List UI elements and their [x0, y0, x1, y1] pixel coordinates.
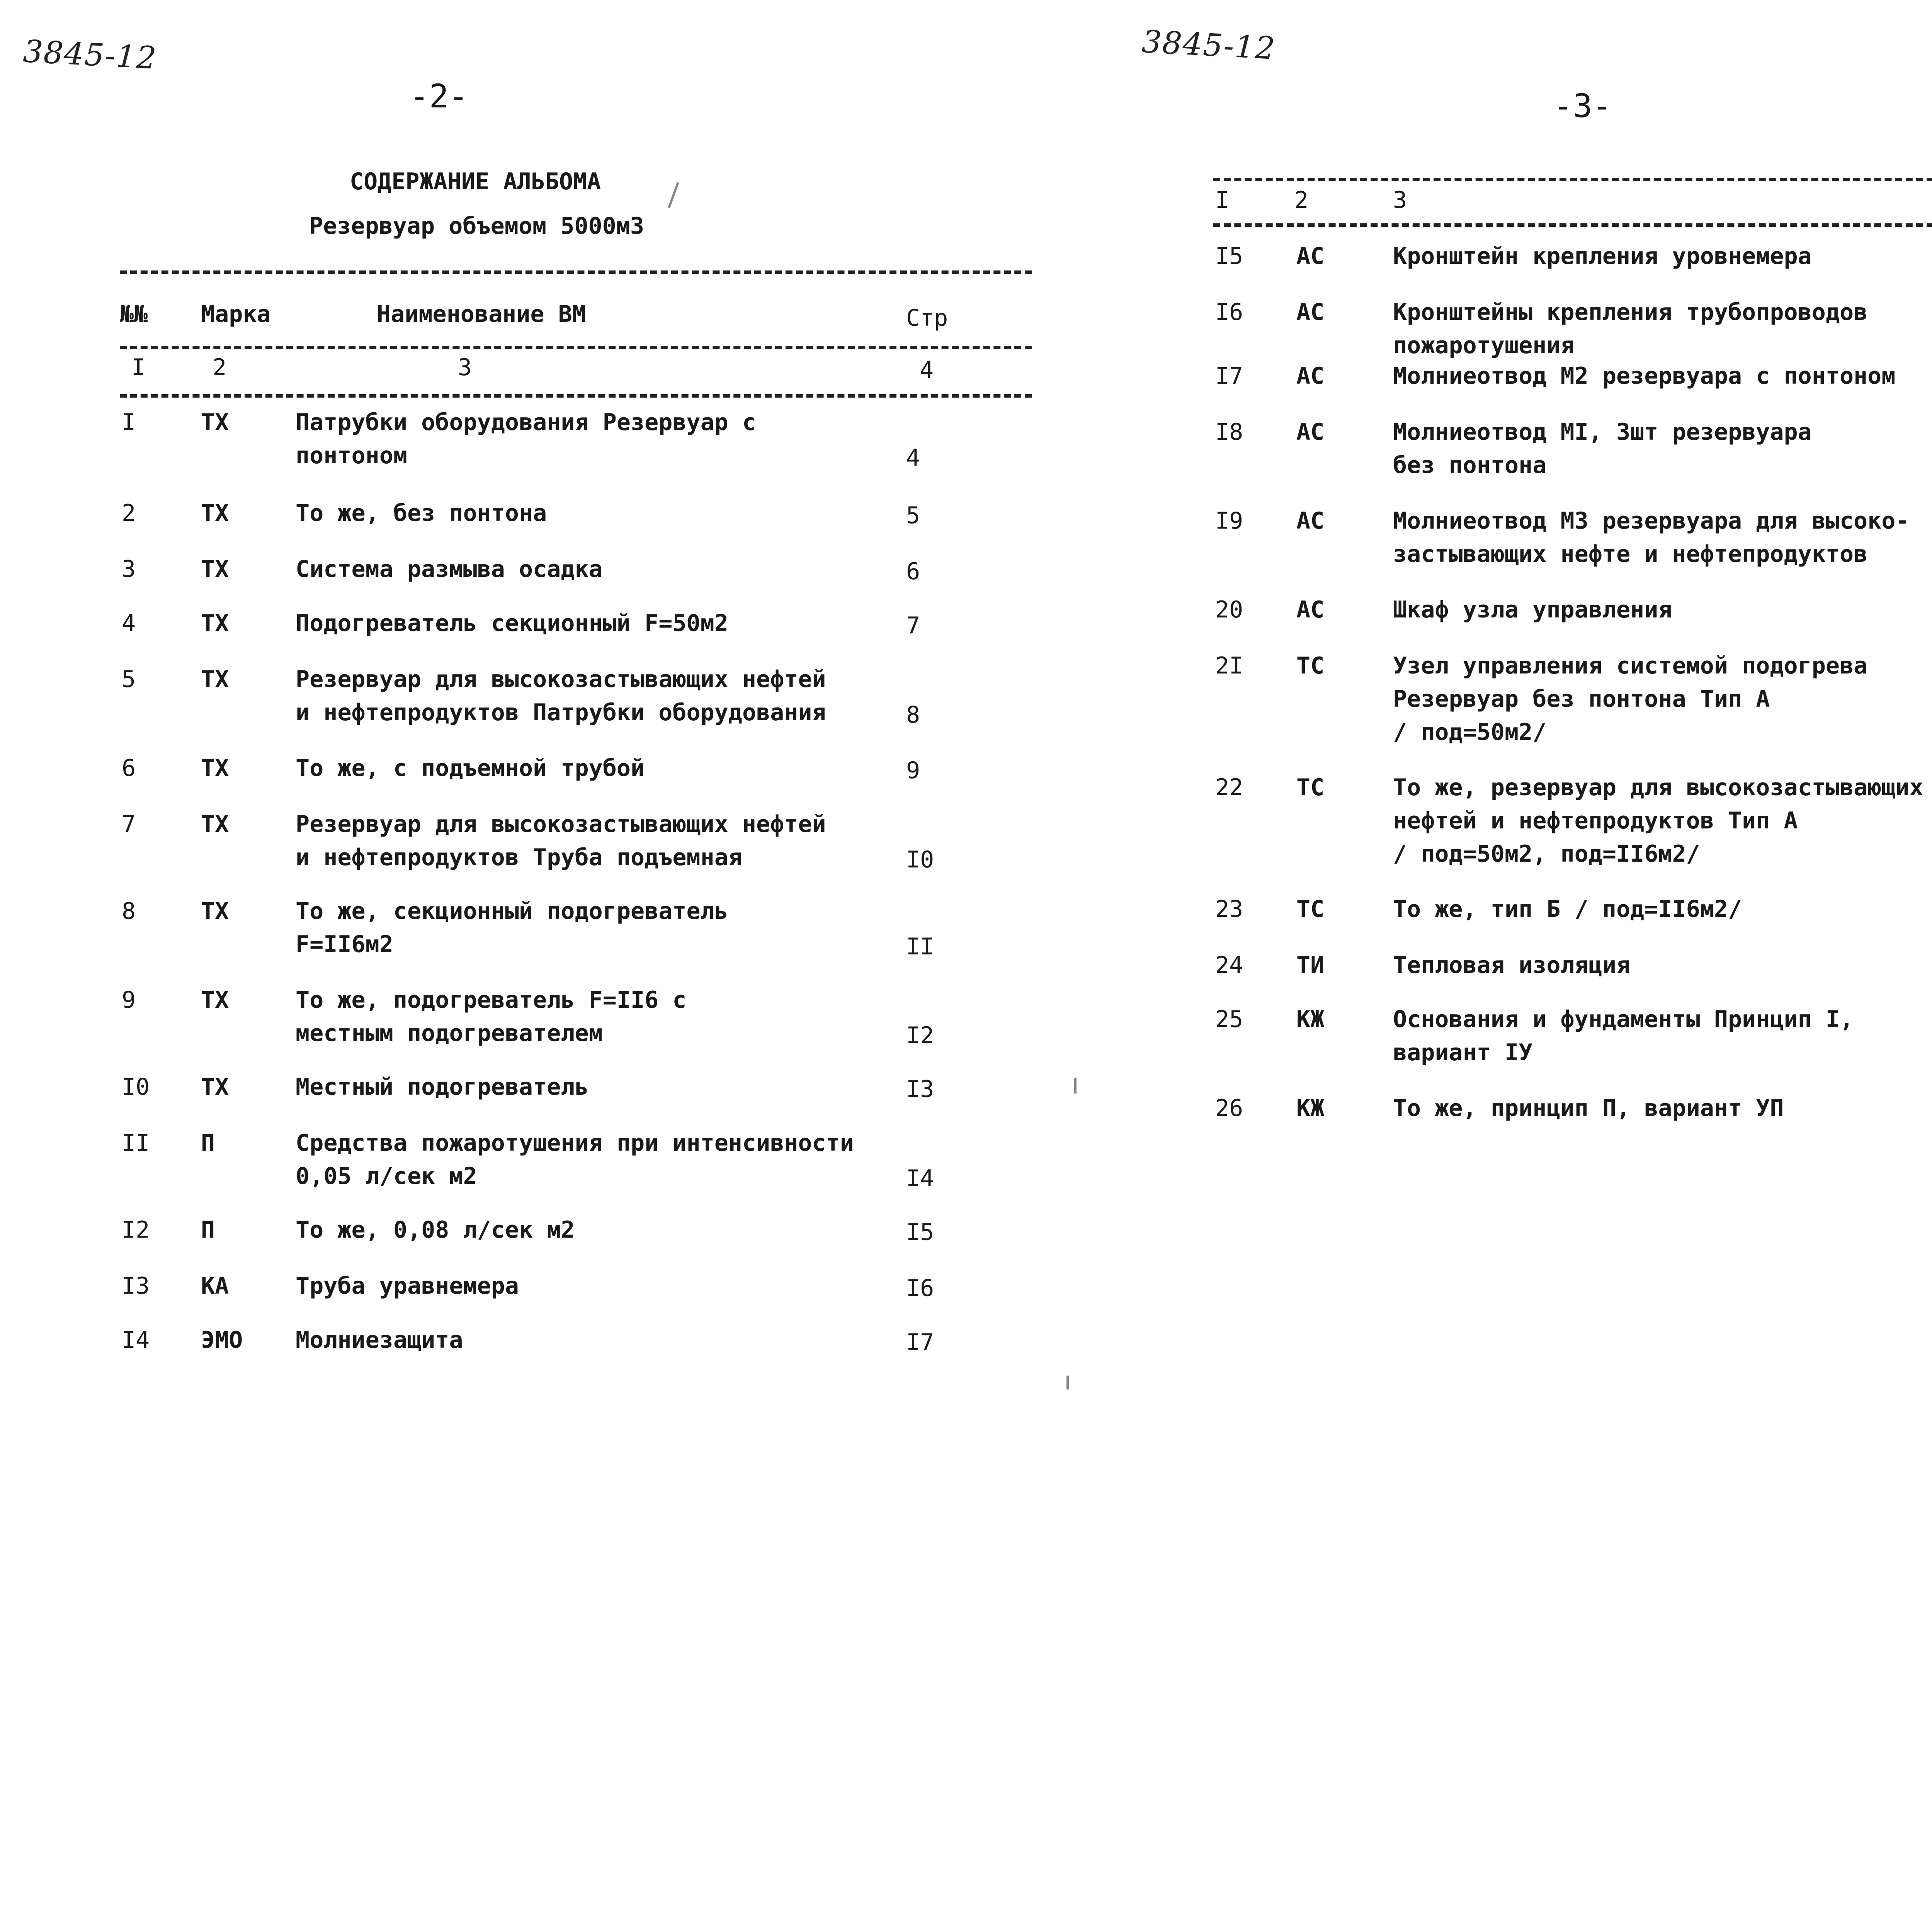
right-rule-top	[1213, 178, 1932, 181]
row-name-line: Резервуар без понтона Тип А	[1393, 685, 1770, 713]
row-name-line: пожаротушения	[1393, 332, 1575, 359]
right-page-number: -3-	[1553, 87, 1612, 125]
row-number: 6	[122, 755, 136, 782]
row-mark: КЖ	[1296, 1095, 1325, 1122]
row-number: I4	[122, 1327, 150, 1354]
row-name-line: Молниезащита	[296, 1327, 463, 1354]
row-number: 5	[122, 666, 136, 693]
row-name-line: местным подогревателем	[296, 1020, 603, 1047]
row-mark: ТХ	[201, 556, 229, 583]
left-doc-code: 3845-12	[22, 33, 158, 77]
row-number: I	[122, 409, 136, 436]
row-mark: АС	[1296, 507, 1325, 534]
row-mark: П	[201, 1129, 215, 1156]
col-number-4: 4	[920, 357, 934, 384]
row-name-line: Кронштейны крепления трубопроводов	[1393, 299, 1868, 326]
row-mark: ТХ	[201, 610, 229, 637]
table-rule-top	[120, 270, 1032, 274]
row-name-line: То же, 0,08 л/сек м2	[296, 1216, 575, 1243]
row-number: 3	[122, 556, 136, 583]
row-mark: АС	[1296, 418, 1325, 446]
row-mark: КА	[201, 1272, 229, 1299]
row-page: 6	[906, 558, 920, 585]
row-name-line: вариант IУ	[1393, 1039, 1533, 1066]
right-col-number-1: I	[1215, 187, 1230, 214]
row-mark: ТХ	[201, 755, 229, 782]
row-page: I6	[906, 1275, 934, 1302]
left-page	[0, 0, 1074, 1500]
row-page: II	[906, 933, 934, 960]
row-number: 8	[122, 898, 136, 925]
row-name-line: Местный подогреватель	[296, 1073, 589, 1100]
right-col-number-2: 2	[1294, 187, 1309, 214]
row-name-line: без понтона	[1393, 452, 1547, 479]
row-mark: ТС	[1296, 896, 1325, 923]
row-name-line: нефтей и нефтепродуктов Тип А	[1393, 807, 1798, 834]
right-col-number-3: 3	[1393, 187, 1407, 214]
row-mark: П	[201, 1216, 215, 1243]
row-number: 26	[1215, 1095, 1243, 1122]
row-name-line: То же, принцип П, вариант УП	[1393, 1095, 1784, 1122]
row-name-line: застывающих нефте и нефтепродуктов	[1393, 541, 1868, 568]
row-number: I5	[1215, 243, 1243, 270]
row-name-line: и нефтепродуктов Патрубки оборудования	[296, 699, 826, 726]
row-page: 9	[906, 757, 920, 784]
row-page: I5	[906, 1219, 934, 1246]
row-number: 22	[1215, 774, 1243, 801]
row-number: 23	[1215, 896, 1243, 923]
row-name-line: / под=50м2/	[1393, 719, 1547, 746]
row-page: 7	[906, 612, 920, 639]
row-name-line: Шкаф узла управления	[1393, 596, 1672, 623]
row-name-line: Основания и фундаменты Принцип I,	[1393, 1006, 1854, 1033]
row-mark: ТХ	[201, 1073, 229, 1100]
row-number: 24	[1215, 952, 1243, 979]
album-title: СОДЕРЖАНИЕ АЛЬБОМА	[350, 168, 601, 195]
row-number: 4	[122, 610, 136, 637]
row-mark: ТХ	[201, 898, 229, 925]
header-num: №№	[120, 301, 148, 328]
row-name-line: Труба уравнемера	[296, 1272, 519, 1299]
row-mark: ТХ	[201, 986, 229, 1014]
row-name-line: Кронштейн крепления уровнемера	[1393, 243, 1812, 270]
row-mark: ТХ	[201, 666, 229, 693]
col-number-1: I	[131, 354, 146, 381]
row-name-line: Молниеотвод М2 резервуара с понтоном	[1393, 362, 1896, 389]
scan-speck	[1066, 1376, 1069, 1389]
row-name-line: То же, с подъемной трубой	[296, 755, 645, 782]
col-number-3: 3	[458, 354, 472, 381]
row-name-line: Узел управления системой подогрева	[1393, 652, 1868, 679]
row-name-line: Подогреватель секционный F=50м2	[296, 610, 728, 637]
right-page	[1074, 0, 1932, 1500]
row-page: 5	[906, 502, 920, 529]
right-doc-code: 3845-12	[1141, 23, 1277, 67]
row-number: 20	[1215, 596, 1243, 623]
row-mark: ТХ	[201, 811, 229, 838]
row-number: 2	[122, 500, 136, 527]
table-rule-mid	[120, 346, 1032, 349]
row-name-line: и нефтепродуктов Труба подъемная	[296, 844, 742, 871]
row-name-line: / под=50м2, под=II6м2/	[1393, 840, 1700, 867]
row-name-line: 0,05 л/сек м2	[296, 1163, 477, 1190]
row-number: I2	[122, 1216, 150, 1243]
row-name-line: То же, тип Б / под=II6м2/	[1393, 896, 1742, 923]
header-name: Наименование ВМ	[377, 301, 586, 328]
row-name-line: Патрубки оборудования Резервуар с	[296, 409, 757, 436]
row-page: 4	[906, 444, 920, 471]
row-mark: ТИ	[1296, 952, 1325, 979]
row-mark: АС	[1296, 596, 1325, 623]
row-page: I2	[906, 1022, 934, 1049]
row-name-line: понтоном	[296, 442, 407, 469]
row-number: I0	[122, 1073, 150, 1100]
row-mark: АС	[1296, 243, 1325, 270]
row-mark: ТХ	[201, 500, 229, 527]
row-mark: АС	[1296, 362, 1325, 389]
header-page: Стр	[906, 304, 948, 332]
row-name-line: Средства пожаротушения при интенсивности	[296, 1129, 854, 1156]
row-page: I7	[906, 1329, 934, 1356]
row-name-line: Тепловая изоляция	[1393, 952, 1631, 979]
row-name-line: Резервуар для высокозастывающих нефтей	[296, 811, 826, 838]
row-number: I8	[1215, 418, 1243, 446]
row-number: II	[122, 1129, 150, 1156]
row-page: I0	[906, 846, 934, 873]
row-number: I6	[1215, 299, 1243, 326]
right-rule-bottom	[1213, 223, 1932, 227]
row-mark: ЭМО	[201, 1327, 243, 1354]
row-name-line: Система размыва осадка	[296, 556, 603, 583]
row-name-line: Молниеотвод МI, 3шт резервуара	[1393, 418, 1812, 446]
row-mark: ТС	[1296, 774, 1325, 801]
row-number: 7	[122, 811, 136, 838]
row-mark: КЖ	[1296, 1006, 1325, 1033]
row-page: I4	[906, 1165, 934, 1192]
row-number: 2I	[1215, 652, 1243, 679]
row-name-line: То же, подогреватель F=II6 с	[296, 986, 687, 1014]
header-mark: Марка	[201, 301, 271, 328]
row-name-line: Резервуар для высокозастывающих нефтей	[296, 666, 826, 693]
row-page: 8	[906, 701, 920, 728]
row-name-line: Молниеотвод М3 резервуара для высоко-	[1393, 507, 1910, 534]
album-subtitle: Резервуар объемом 5000м3	[309, 213, 644, 240]
row-mark: ТХ	[201, 409, 229, 436]
row-name-line: То же, секционный подогреватель	[296, 898, 728, 925]
row-name-line: То же, без понтона	[296, 500, 547, 527]
row-number: I3	[122, 1272, 150, 1299]
row-mark: ТС	[1296, 652, 1325, 679]
row-mark: АС	[1296, 299, 1325, 326]
row-number: 25	[1215, 1006, 1243, 1033]
scan-speck	[668, 182, 679, 208]
scan-speck	[1074, 1078, 1077, 1094]
table-rule-bottom	[120, 394, 1032, 398]
row-number: I9	[1215, 507, 1243, 534]
row-page: I3	[906, 1076, 934, 1103]
col-number-2: 2	[213, 354, 227, 381]
row-name-line: F=II6м2	[296, 931, 393, 958]
left-page-number: -2-	[410, 77, 468, 115]
row-number: 9	[122, 986, 136, 1014]
row-number: I7	[1215, 362, 1243, 389]
row-name-line: То же, резервуар для высокозастывающих	[1393, 774, 1923, 801]
